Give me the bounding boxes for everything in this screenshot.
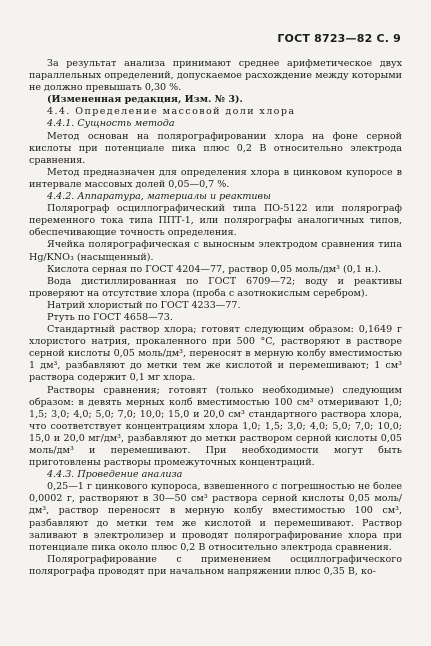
paragraph: 4.4. Определение массовой доли хлора (47, 106, 296, 118)
paragraph: Метод основан на полярографировании хлора на фоне серной кислоты при потенциале пика плюс 0,2 В относительно электрода сравнения. (29, 130, 402, 166)
paragraph: Ячейка полярографическая с выносным электродом сравнения типа Hg/KNO₃ (насыщенный). (29, 239, 402, 263)
paragraph: Натрий хлористый по ГОСТ 4233—77. (47, 299, 241, 311)
paragraph: Ртуть по ГОСТ 4658—73. (47, 311, 173, 323)
paragraph: 4.4.1. Сущность метода (47, 118, 175, 130)
paragraph: 0,25—1 г цинкового купороса, взвешенного с погрешностью не более 0,0002 г, растворяют в 30—50 см³ раствора серной кислоты 0,05 моль/дм³, раствор переносят в мерную колбу вместимостью 100 см³, разбавляют до метки тем же кислотой и перемешивают. Раствор заливают в электролизер и проводят полярографирование хлора при потенциале пика около плюс 0,2 В относительно электрода сравнения. (29, 481, 402, 553)
paragraph: Полярограф осциллографический типа ПО-5122 или полярограф переменного тока типа ППТ-1, или полярографы аналогичных типов, обеспечивающие точность определения. (29, 203, 402, 239)
document-body (29, 58, 402, 578)
paragraph: 4.4.2. Аппаратура, материалы и реактивы (47, 191, 271, 203)
paragraph: За результат анализа принимают среднее арифметическое двух параллельных определений, допускаемое расхождение между которыми не должно превышать 0,30 %. (29, 58, 402, 94)
paragraph: Растворы сравнения; готовят (только необходимые) следующим образом: в девять мерных колб вместимостью 100 см³ отмеривают 1,0; 1,5; 3,0; 4,0; 5,0; 7,0; 10,0; 15,0 и 20,0 см³ стандартного раствора хлора, что соответствует концентрациям хлора 1,0; 1,5; 3,0; 4,0; 5,0; 7,0; 10,0; 15,0 и 20,0 мг/дм³, разбавляют до метки раствором серной кислоты 0,05 моль/дм³ и перемешивают. При необходимости могут быть приготовлены растворы промежуточных концентраций. (29, 384, 402, 469)
paragraph: Стандартный раствор хлора; готовят следующим образом: 0,1649 г хлористого натрия, прокаленного при 500 °C, растворяют в растворе серной кислоты 0,05 моль/дм³, переносят в мерную колбу вместимостью 1 дм³, разбавляют до метки тем же кислотой и перемешивают; 1 см³ раствора содержит 0,1 мг хлора. (29, 324, 402, 384)
paragraph: Метод предназначен для определения хлора в цинковом купоросе в интервале массовых долей 0,05—0,7 %. (29, 166, 402, 190)
paragraph: Полярографирование с применением осциллографического полярографа проводят при начальном напряжении плюс 0,35 В, ко- (29, 553, 402, 577)
paragraph: (Измененная редакция, Изм. № 3). (47, 94, 243, 106)
page-header: ГОСТ 8723—82 С. 9 (277, 32, 401, 45)
paragraph: 4.4.3. Проведение анализа (47, 469, 183, 481)
paragraph: Вода дистиллированная по ГОСТ 6709—72; воду и реактивы проверяют на отсутствие хлора (проба с азотнокислым серебром). (29, 275, 402, 299)
paragraph: Кислота серная по ГОСТ 4204—77, раствор 0,05 моль/дм³ (0,1 н.). (47, 263, 382, 275)
